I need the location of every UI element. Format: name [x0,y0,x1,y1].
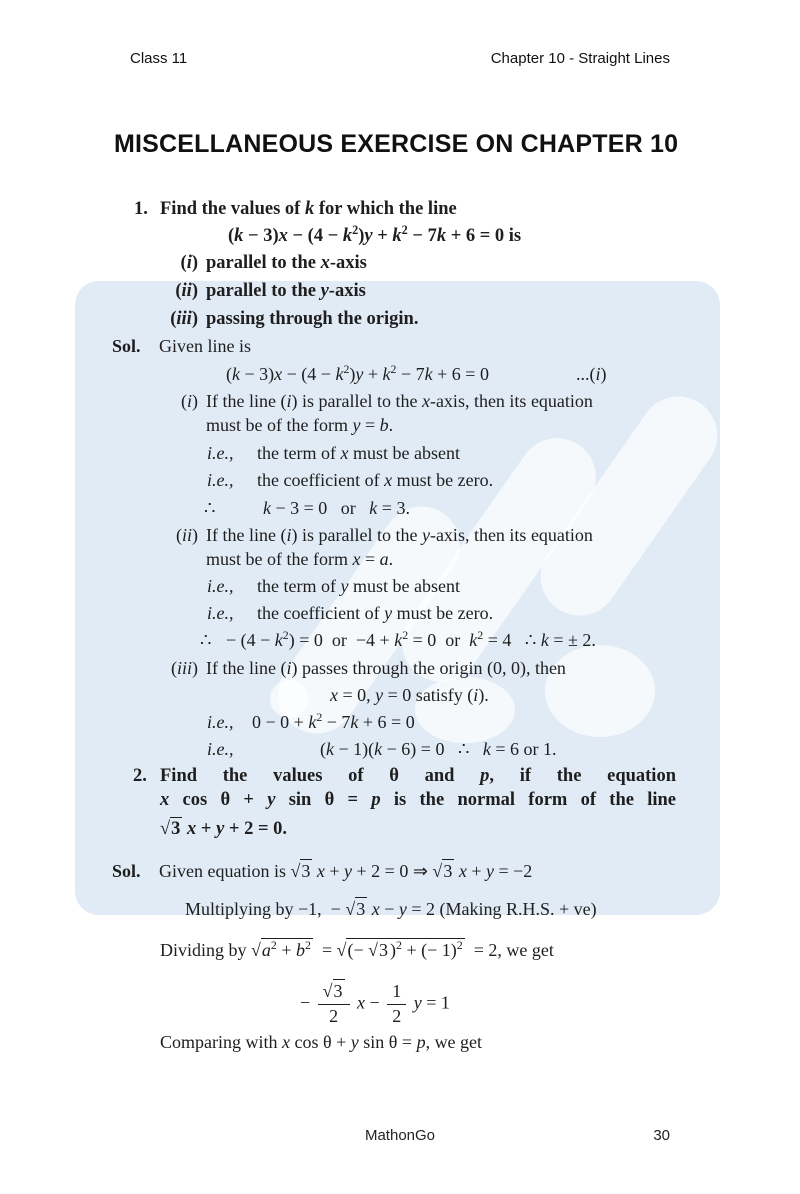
solution-1-intro: Given line is [159,336,251,356]
sol-2-line-1: Given equation is √3 x + y + 2 = 0 ⇒ √3 x + y = −2 [159,861,533,881]
sol-ii-ie-2: the coefficient of y must be zero. [257,603,494,623]
list-marker-ii: (ii) [175,281,198,301]
question-2-number: 2. [133,766,147,786]
sol-iii-ie-1: $0 - 0 + k^2 - 7k + 6 = 0$ [252,710,415,732]
sol-i-line-2: must be of the form y = b. [206,415,394,435]
list-marker-iii: (iii) [170,309,198,329]
sol-ii-line-1: If the line (i) is parallel to the y-axis, then its equation [206,525,593,545]
sol-ii-ie-1: the term of y must be absent [257,576,460,596]
header-class-label: Class 11 [130,50,188,67]
solution-1-equation: $(k - 3)x - (4 - k^2)y + k^2 - 7k + 6 = 0$ [226,362,489,384]
sol-iii-ie-2: (k − 1)(k − 6) = 0 ∴ k = 6 or 1. [320,739,557,759]
ie-label: i.e., [207,739,234,759]
sol-i-conclusion: k − 3 = 0 or k = 3. [263,498,410,518]
sol-i-ie-2: the coefficient of x must be zero. [257,470,494,490]
therefore-symbol: ∴ [204,498,216,518]
header-chapter-label: Chapter 10 - Straight Lines [490,50,670,67]
ie-label: i.e., [207,443,234,463]
sol-marker-iii: (iii) [170,658,198,678]
question-1-intro: Find the values of k for which the line [160,199,457,219]
question-1-equation: $(k - 3)x - (4 - k^2)y + k^2 - 7k + 6 = 0$ is [228,222,522,246]
question-2-line-2: x cos θ + y sin θ = p is the normal form of the line [160,790,676,810]
question-1-number: 1. [134,199,148,219]
sol-2-line-5: Comparing with x cos θ + y sin θ = p, we get [160,1032,483,1052]
sol-ii-conclusion: − $(4 - k^2) = 0$ or $-4 + k^2 = 0$ or $k^2 = 4$ ∴ k = ± 2. [226,628,596,650]
ie-label: i.e., [207,603,234,623]
question-2-line-3: √3 x + y + 2 = 0. [160,819,288,839]
solution-1-label: Sol. [112,336,141,356]
equation-tag: ...(i) [576,364,607,384]
question-1-item-i: parallel to the x-axis [206,253,367,273]
sol-2-fraction-line: − $\frac{√3}{2}$ x − $\frac{1}{2}$ y = 1 [300,981,450,1026]
footer-page-number: 30 [653,1127,670,1144]
sol-iii-center-line: x = 0, y = 0 satisfy (i). [330,685,489,705]
solution-2-label: Sol. [112,861,141,881]
question-2-line-1: Find the values of θ and p, if the equation [160,766,676,786]
sol-i-ie-1: the term of x must be absent [257,443,460,463]
ie-label: i.e., [207,470,234,490]
ie-label: i.e., [207,712,234,732]
sol-2-line-3: Dividing by $√a^2 + b^2$ = √(− √3 )$^2$ + (− 1)$^2$ = 2, we get [160,938,554,960]
sol-i-line-1: If the line (i) is parallel to the x-axis, then its equation [206,391,593,411]
sol-marker-ii: (ii) [175,525,198,545]
sol-marker-i: (i) [180,391,198,411]
sol-ii-line-2: must be of the form x = a. [206,549,394,569]
page-title: MISCELLANEOUS EXERCISE ON CHAPTER 10 [114,130,679,158]
footer-brand: MathonGo [364,1127,436,1144]
sol-2-line-2: Multiplying by −1, − √3 x − y = 2 (Making R.H.S. + ve) [185,899,597,919]
question-1-item-iii: passing through the origin. [206,309,419,329]
therefore-symbol: ∴ [200,630,212,650]
list-marker-i: (i) [180,253,198,273]
question-1-item-ii: parallel to the y-axis [206,281,366,301]
sol-iii-line-1: If the line (i) passes through the origin (0, 0), then [206,658,566,678]
ie-label: i.e., [207,576,234,596]
